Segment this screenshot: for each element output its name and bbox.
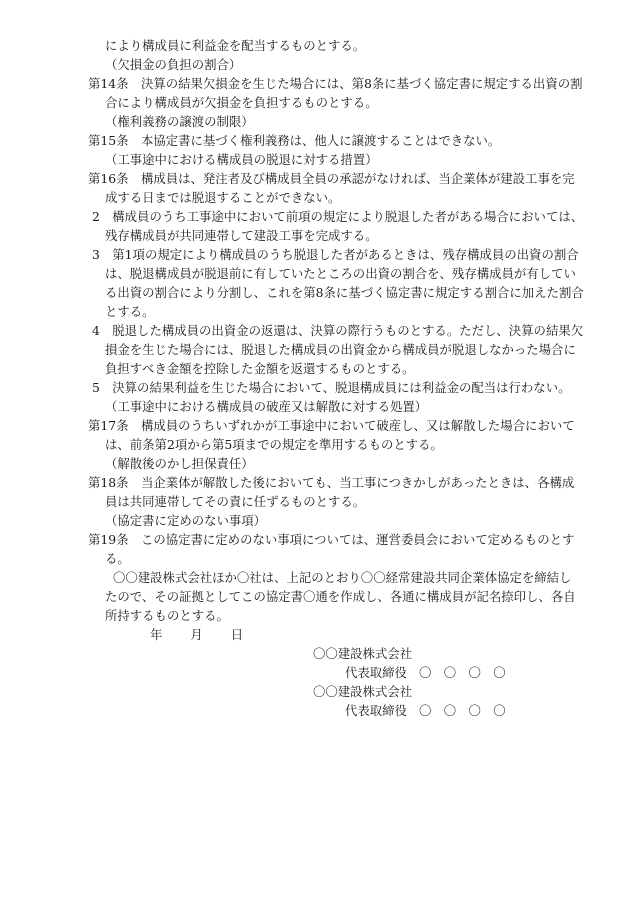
article-16-line: 第16条 構成員は、発注者及び構成員全員の承認がなければ、当企業体が建設工事を完 [88,171,575,186]
text-line: 残存構成員が共同連帯して建設工事を完成する。 [105,228,378,243]
article-19-line: 第19条 この協定書に定めのない事項については、運営委員会において定めるものとす [88,532,575,547]
text-line: 員は共同連帯してその責に任ずるものとする。 [105,494,366,509]
date-year: 年 [150,627,163,642]
paragraph-3-line: 3 第1項の規定により構成員のうち脱退した者があるときは、残存構成員の出資の割合 [92,247,579,262]
signatory-title: 代表取締役 [345,665,407,680]
closing-line: 〇〇建設株式会社ほか〇社は、上記のとおり〇〇経常建設共同企業体協定を締結し [113,570,572,585]
text-line: 負担すべき金額を控除した金額を返還するものとする。 [105,361,415,376]
text-line: たので、その証拠としてこの協定書〇通を作成し、各通に構成員が記名捺印し、各自 [105,589,576,604]
signatory-representative [345,701,506,720]
signatory-representative [345,663,506,682]
article-14-line: 第14条 決算の結果欠損金を生じた場合には、第8条に基づく協定書に規定する出資の割 [88,76,583,91]
signatory-title: 代表取締役 [345,703,407,718]
text-line: は、脱退構成員が脱退前に有していたところの出資の割合を、残存構成員が有してい [105,266,576,281]
signatory-name: 〇 〇 〇 〇 [418,665,506,680]
article-15-line: 第15条 本協定書に基づく権利義務は、他人に譲渡することはできない。 [88,133,501,148]
date-line [150,625,243,644]
article-heading: （工事途中における構成員の破産又は解散に対する処置） [105,399,428,414]
text-line: 合により構成員が欠損金を負担するものとする。 [105,95,378,110]
text-line: により構成員に利益金を配当するものとする。 [105,38,366,53]
article-18-line: 第18条 当企業体が解散した後においても、当工事につきかしがあったときは、各構成 [88,475,575,490]
article-heading: （協定書に定めのない事項） [105,513,267,528]
date-day: 日 [230,627,244,642]
article-heading: （権利義務の譲渡の制限） [105,114,254,129]
paragraph-2-line: 2 構成員のうち工事途中において前項の規定により脱退した者がある場合においては、 [92,209,584,224]
text-line: る。 [105,551,130,566]
article-heading: （解散後のかし担保責任） [105,456,254,471]
date-month: 月 [190,627,203,642]
article-heading: （欠損金の負担の割合） [105,57,242,72]
signatory-name: 〇 〇 〇 〇 [418,703,506,718]
article-17-line: 第17条 構成員のうちいずれかが工事途中において破産し、又は解散した場合において [88,418,575,433]
signatory-company: 〇〇建設株式会社 [313,646,413,661]
text-line: 損金を生じた場合には、脱退した構成員の出資金から構成員が脱退しなかった場合に [105,342,576,357]
text-line: 所持するものとする。 [105,608,229,623]
article-heading: （工事途中における構成員の脱退に対する措置） [105,152,378,167]
text-line: 成する日までは脱退することができない。 [105,190,341,205]
text-line: る出資の割合により分割し、これを第8条に基づく協定書に規定する割合に加えた割合 [105,285,584,300]
paragraph-4-line: 4 脱退した構成員の出資金の返還は、決算の際行うものとする。ただし、決算の結果欠 [92,323,584,338]
text-line: は、前条第2項から第5項までの規定を準用するものとする。 [105,437,443,452]
paragraph-5-line: 5 決算の結果利益を生じた場合において、脱退構成員には利益金の配当は行わない。 [92,380,571,395]
signatory-company: 〇〇建設株式会社 [313,684,413,699]
text-line: とする。 [105,304,155,319]
